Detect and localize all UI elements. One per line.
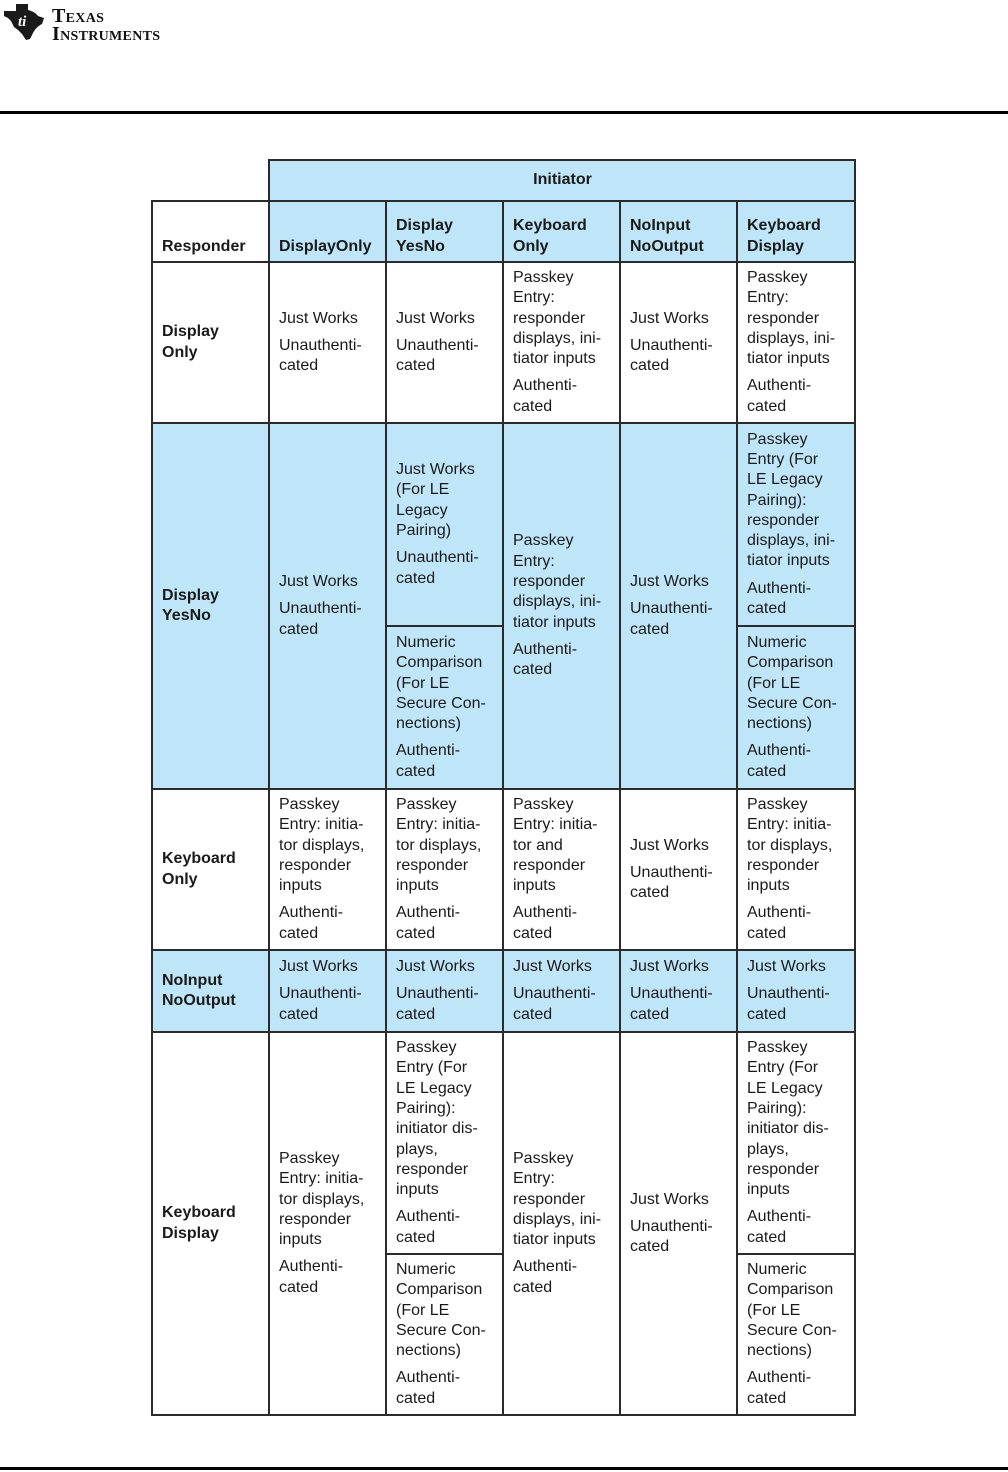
pairing-cell <box>503 262 620 423</box>
cell-text-line: Passkey <box>513 532 574 550</box>
cell-text-line: nections) <box>396 715 461 733</box>
pairing-cell <box>269 789 386 950</box>
cell-text-line: (For LE <box>396 481 450 499</box>
cell-text-line: initiator dis- <box>747 1120 829 1138</box>
pairing-cell <box>386 262 503 423</box>
cell-text-line: Passkey <box>396 1039 457 1057</box>
cell-text-line: Secure Con- <box>396 694 486 712</box>
cell-text-line: cated <box>747 397 787 415</box>
initiator-column-header <box>737 201 855 262</box>
security-level <box>396 903 494 944</box>
cell-text-line: (For LE <box>396 674 450 692</box>
security-level <box>279 903 377 944</box>
pairing-method <box>747 957 846 977</box>
cell-text-line: Numeric <box>396 1260 456 1278</box>
cell-text-line: cated <box>513 1005 553 1023</box>
cell-text-line: tiator inputs <box>747 552 830 570</box>
pairing-method <box>279 795 377 896</box>
cell-text-line: Pairing): <box>747 491 807 509</box>
cell-text-line: Comparison <box>396 654 483 672</box>
cell-text-line: (For LE <box>747 674 801 692</box>
cell-text-line: Authenti- <box>513 640 578 658</box>
security-level <box>630 863 728 904</box>
security-level <box>513 984 611 1025</box>
header-rule <box>0 111 1008 114</box>
pairing-method <box>513 795 611 896</box>
responder-row <box>152 423 855 626</box>
cell-text-line: cated <box>747 1389 787 1407</box>
pairing-cell <box>503 789 620 950</box>
cell-text-line: Unauthenti- <box>279 600 362 618</box>
cell-text-line: Just Works <box>513 958 592 976</box>
pairing-cell <box>503 423 620 789</box>
pairing-method <box>630 309 728 329</box>
cell-text-line: Entry (For <box>747 450 819 468</box>
cell-text-line: plays, <box>396 1140 438 1158</box>
responder-row-header <box>152 950 269 1032</box>
cell-text-line: displays, ini- <box>747 329 836 347</box>
row-header-line: YesNo <box>162 607 211 624</box>
security-level <box>747 1207 846 1248</box>
cell-text-line: Unauthenti- <box>630 600 713 618</box>
cell-text-line: Just Works <box>279 309 358 327</box>
cell-text-line: cated <box>279 620 319 638</box>
column-header-line: Keyboard <box>747 217 821 235</box>
cell-text-line: initiator dis- <box>396 1120 478 1138</box>
cell-text-line: cated <box>396 1228 436 1246</box>
row-header-line: Display <box>162 586 219 604</box>
cell-text-line: inputs <box>396 1181 439 1199</box>
row-header-line: Keyboard <box>162 850 236 868</box>
pairing-method-table <box>151 159 856 1416</box>
pairing-method <box>747 430 846 572</box>
security-level <box>396 548 494 589</box>
row-header-line: Only <box>162 870 198 888</box>
cell-text-line: Authenti- <box>513 904 578 922</box>
cell-text-line: Entry: <box>513 552 555 570</box>
security-level <box>747 1368 846 1409</box>
security-level <box>279 984 377 1025</box>
cell-text-line: Authenti- <box>747 377 812 395</box>
cell-text-line: Authenti- <box>396 1369 461 1387</box>
responder-row-header <box>152 789 269 950</box>
cell-text-line: (For LE <box>396 1301 450 1319</box>
cell-text-line: Unauthenti- <box>396 549 479 567</box>
pairing-cell <box>737 1032 855 1254</box>
cell-text-line: Pairing) <box>396 522 452 539</box>
pairing-method <box>747 795 846 896</box>
cell-text-line: inputs <box>279 877 322 895</box>
cell-text-line: Authenti- <box>513 1258 578 1276</box>
security-level <box>396 336 494 377</box>
responder-header <box>152 201 269 262</box>
cell-text-line: responder <box>279 1210 352 1228</box>
cell-text-line: inputs <box>396 877 439 895</box>
cell-text-line: Entry (For <box>396 1059 468 1077</box>
pairing-method <box>513 957 611 977</box>
row-header-line: Keyboard <box>162 1204 236 1222</box>
security-level <box>747 903 846 944</box>
cell-text-line: Just Works <box>279 958 358 976</box>
pairing-method <box>279 1149 377 1250</box>
ti-logo <box>2 2 160 43</box>
pairing-cell <box>620 789 737 950</box>
pairing-cell <box>503 1032 620 1415</box>
column-header-line: Display <box>396 217 453 235</box>
security-level <box>396 1207 494 1248</box>
cell-text-line: cated <box>396 762 436 780</box>
cell-text-line: Just Works <box>630 573 709 591</box>
company-name <box>52 7 160 43</box>
cell-text-line: inputs <box>747 1181 790 1199</box>
cell-text-line: displays, ini- <box>513 593 602 611</box>
cell-text-line: cated <box>747 1228 787 1246</box>
cell-text-line: Authenti- <box>396 1208 461 1226</box>
security-level <box>279 336 377 377</box>
responder-row <box>152 789 855 950</box>
cell-text-line: cated <box>747 924 787 942</box>
cell-text-line: Numeric <box>396 633 456 651</box>
column-header-line: NoInput <box>630 217 691 235</box>
corner-blank <box>152 160 269 201</box>
security-level <box>396 984 494 1025</box>
cell-text-line: tiator inputs <box>747 350 830 368</box>
cell-text-line: LE Legacy <box>747 1079 823 1097</box>
column-header-line: DisplayOnly <box>279 237 372 255</box>
cell-text-line: tor displays, <box>396 836 482 854</box>
cell-text-line: cated <box>279 1005 319 1023</box>
pairing-cell <box>386 423 503 626</box>
cell-text-line: Entry: initia- <box>396 816 481 834</box>
cell-text-line: Passkey <box>513 268 574 286</box>
cell-text-line: responder <box>513 309 586 327</box>
pairing-method <box>279 957 377 977</box>
cell-text-line: cated <box>630 1005 670 1023</box>
cell-text-line: Comparison <box>747 654 834 672</box>
pairing-cell-numeric-comparison <box>737 626 855 789</box>
row-header-line: Display <box>162 1224 219 1242</box>
cell-text-line: Pairing): <box>747 1099 807 1117</box>
pairing-method <box>747 1260 846 1361</box>
cell-text-line: cated <box>396 1389 436 1407</box>
cell-text-line: Passkey <box>279 795 340 813</box>
pairing-method <box>630 836 728 856</box>
pairing-method <box>747 1038 846 1200</box>
security-level <box>747 741 846 782</box>
responder-row <box>152 1032 855 1254</box>
cell-text-line: cated <box>513 397 553 415</box>
cell-text-line: Unauthenti- <box>630 336 713 354</box>
cell-text-line: Authenti- <box>396 742 461 760</box>
cell-text-line: cated <box>630 884 670 902</box>
cell-text-line: responder <box>513 573 586 591</box>
cell-text-line: Secure Con- <box>747 694 837 712</box>
pairing-cell-numeric-comparison <box>737 1254 855 1415</box>
cell-text-line: Entry: initia- <box>513 816 598 834</box>
company-line-1: Texas <box>52 5 105 27</box>
initiator-column-header <box>503 201 620 262</box>
cell-text-line: cated <box>279 357 319 375</box>
texas-state-icon <box>2 2 46 42</box>
cell-text-line: Passkey <box>747 1039 808 1057</box>
pairing-cell <box>620 423 737 789</box>
cell-text-line: Authenti- <box>747 1369 812 1387</box>
cell-text-line: Unauthenti- <box>630 985 713 1003</box>
security-level <box>396 741 494 782</box>
column-header-line: Keyboard <box>513 217 587 235</box>
security-level <box>747 376 846 417</box>
cell-text-line: inputs <box>279 1231 322 1249</box>
pairing-method <box>279 572 377 592</box>
security-level <box>513 376 611 417</box>
footer-rule <box>0 1467 1008 1470</box>
cell-text-line: Secure Con- <box>396 1321 486 1339</box>
cell-text-line: tiator inputs <box>513 1231 596 1249</box>
security-level <box>279 1257 377 1298</box>
cell-text-line: Unauthenti- <box>747 985 830 1003</box>
initiator-column-header <box>269 201 386 262</box>
cell-text-line: responder <box>396 1160 469 1178</box>
cell-text-line: nections) <box>747 715 812 733</box>
pairing-cell <box>737 789 855 950</box>
cell-text-line: tiator inputs <box>513 350 596 368</box>
responder-row <box>152 262 855 423</box>
cell-text-line: cated <box>747 600 787 618</box>
svg-text:ti: ti <box>18 14 27 30</box>
responder-row-header <box>152 423 269 789</box>
cell-text-line: cated <box>396 924 436 942</box>
cell-text-line: Entry: <box>513 1170 555 1188</box>
pairing-cell <box>503 950 620 1032</box>
pairing-method <box>396 633 494 734</box>
column-header-row <box>152 201 855 262</box>
cell-text-line: LE Legacy <box>396 1079 472 1097</box>
security-level <box>630 984 728 1025</box>
cell-text-line: Just Works <box>630 958 709 976</box>
pairing-method <box>396 1260 494 1361</box>
cell-text-line: Just Works <box>396 958 475 976</box>
cell-text-line: LE Legacy <box>747 471 823 489</box>
pairing-cell <box>386 1032 503 1254</box>
pairing-method <box>396 1038 494 1200</box>
cell-text-line: cated <box>279 1278 319 1296</box>
cell-text-line: cated <box>747 1005 787 1023</box>
pairing-cell-numeric-comparison <box>386 1254 503 1415</box>
cell-text-line: Entry: initia- <box>279 816 364 834</box>
cell-text-line: Passkey <box>747 795 808 813</box>
cell-text-line: inputs <box>747 877 790 895</box>
pairing-method <box>630 572 728 592</box>
cell-text-line: Unauthenti- <box>279 985 362 1003</box>
cell-text-line: Just Works <box>396 461 475 479</box>
security-level <box>630 336 728 377</box>
cell-text-line: Unauthenti- <box>279 336 362 354</box>
cell-text-line: Entry (For <box>747 1059 819 1077</box>
cell-text-line: tor displays, <box>279 1190 365 1208</box>
cell-text-line: cated <box>630 1238 670 1256</box>
cell-text-line: Passkey <box>279 1149 340 1167</box>
cell-text-line: cated <box>630 357 670 375</box>
cell-text-line: Just Works <box>279 573 358 591</box>
pairing-cell <box>386 789 503 950</box>
cell-text-line: Entry: <box>747 289 789 307</box>
initiator-column-header <box>620 201 737 262</box>
pairing-method <box>396 957 494 977</box>
cell-text-line: cated <box>630 620 670 638</box>
cell-text-line: (For LE <box>747 1301 801 1319</box>
cell-text-line: responder <box>747 856 820 874</box>
cell-text-line: Authenti- <box>747 1208 812 1226</box>
cell-text-line: tor and <box>513 836 563 854</box>
pairing-cell <box>269 950 386 1032</box>
pairing-method <box>747 268 846 369</box>
column-header-line: NoOutput <box>630 237 704 255</box>
cell-text-line: Authenti- <box>747 742 812 760</box>
cell-text-line: displays, ini- <box>747 532 836 550</box>
pairing-method <box>396 309 494 329</box>
pairing-cell <box>737 950 855 1032</box>
cell-text-line: Pairing): <box>396 1099 456 1117</box>
responder-label: Responder <box>162 237 246 255</box>
cell-text-line: cated <box>396 569 436 587</box>
cell-text-line: displays, ini- <box>513 1210 602 1228</box>
pairing-method <box>630 1190 728 1210</box>
pairing-cell <box>737 262 855 423</box>
security-level <box>513 640 611 681</box>
cell-text-line: Unauthenti- <box>396 336 479 354</box>
cell-text-line: Passkey <box>513 795 574 813</box>
cell-text-line: Legacy <box>396 501 448 519</box>
pairing-cell <box>737 423 855 626</box>
pairing-method <box>396 795 494 896</box>
cell-text-line: Authenti- <box>279 1258 344 1276</box>
cell-text-line: responder <box>747 511 820 529</box>
cell-text-line: responder <box>513 1190 586 1208</box>
cell-text-line: Comparison <box>396 1281 483 1299</box>
cell-text-line: nections) <box>396 1342 461 1360</box>
security-level <box>747 984 846 1025</box>
security-level <box>513 1257 611 1298</box>
cell-text-line: cated <box>513 661 553 679</box>
row-header-line: NoInput <box>162 971 223 989</box>
responder-row <box>152 950 855 1032</box>
cell-text-line: Passkey <box>513 1149 574 1167</box>
cell-text-line: Authenti- <box>513 377 578 395</box>
security-level <box>513 903 611 944</box>
cell-text-line: Just Works <box>630 836 709 854</box>
cell-text-line: cated <box>396 357 436 375</box>
cell-text-line: cated <box>396 1005 436 1023</box>
pairing-method <box>747 633 846 734</box>
cell-text-line: Unauthenti- <box>396 985 479 1003</box>
cell-text-line: Passkey <box>396 795 457 813</box>
cell-text-line: Numeric <box>747 1260 807 1278</box>
cell-text-line: tiator inputs <box>513 613 596 631</box>
pairing-method <box>630 957 728 977</box>
security-level <box>747 579 846 620</box>
cell-text-line: Authenti- <box>279 904 344 922</box>
cell-text-line: Unauthenti- <box>630 1217 713 1235</box>
cell-text-line: Passkey <box>747 268 808 286</box>
pairing-method <box>513 268 611 369</box>
row-header-line: NoOutput <box>162 992 236 1009</box>
pairing-method <box>396 460 494 541</box>
cell-text-line: Authenti- <box>396 904 461 922</box>
cell-text-line: cated <box>513 924 553 942</box>
column-header-line: Display <box>747 237 804 255</box>
column-header-line: Only <box>513 237 549 255</box>
initiator-column-header <box>386 201 503 262</box>
security-level <box>630 599 728 640</box>
pairing-cell <box>269 1032 386 1415</box>
responder-row-header <box>152 262 269 423</box>
initiator-header <box>269 160 855 201</box>
pairing-cell <box>269 423 386 789</box>
responder-row-header <box>152 1032 269 1415</box>
cell-text-line: responder <box>279 856 352 874</box>
pairing-cell <box>620 1032 737 1415</box>
cell-text-line: Just Works <box>630 309 709 327</box>
cell-text-line: nections) <box>747 1342 812 1360</box>
cell-text-line: plays, <box>747 1140 789 1158</box>
pairing-cell <box>386 950 503 1032</box>
cell-text-line: Numeric <box>747 633 807 651</box>
pairing-cell <box>620 262 737 423</box>
pairing-cell <box>269 262 386 423</box>
cell-text-line: Just Works <box>747 958 826 976</box>
security-level <box>630 1217 728 1258</box>
cell-text-line: cated <box>513 1278 553 1296</box>
cell-text-line: tor displays, <box>279 836 365 854</box>
company-line-2: Instruments <box>52 23 161 45</box>
initiator-header-row <box>152 160 855 201</box>
cell-text-line: Passkey <box>747 430 808 448</box>
security-level <box>279 599 377 640</box>
cell-text-line: responder <box>396 856 469 874</box>
row-header-line: Only <box>162 343 198 361</box>
cell-text-line: Just Works <box>630 1190 709 1208</box>
cell-text-line: Authenti- <box>747 904 812 922</box>
initiator-label: Initiator <box>533 171 592 189</box>
cell-text-line: inputs <box>513 877 556 895</box>
pairing-cell <box>620 950 737 1032</box>
security-level <box>396 1368 494 1409</box>
row-header-line: Display <box>162 323 219 341</box>
cell-text-line: Authenti- <box>747 579 812 597</box>
cell-text-line: Entry: <box>513 289 555 307</box>
cell-text-line: Unauthenti- <box>513 985 596 1003</box>
cell-text-line: Just Works <box>396 309 475 327</box>
cell-text-line: Entry: initia- <box>747 816 832 834</box>
cell-text-line: Comparison <box>747 1281 834 1299</box>
cell-text-line: responder <box>513 856 586 874</box>
cell-text-line: cated <box>279 924 319 942</box>
pairing-method <box>279 309 377 329</box>
cell-text-line: Secure Con- <box>747 1321 837 1339</box>
pairing-method <box>513 1149 611 1250</box>
pairing-method <box>513 531 611 632</box>
column-header-line: YesNo <box>396 237 445 255</box>
cell-text-line: displays, ini- <box>513 329 602 347</box>
cell-text-line: cated <box>747 762 787 780</box>
cell-text-line: responder <box>747 1160 820 1178</box>
cell-text-line: tor displays, <box>747 836 833 854</box>
cell-text-line: Entry: initia- <box>279 1170 364 1188</box>
cell-text-line: responder <box>747 309 820 327</box>
pairing-cell-numeric-comparison <box>386 626 503 789</box>
cell-text-line: Unauthenti- <box>630 863 713 881</box>
